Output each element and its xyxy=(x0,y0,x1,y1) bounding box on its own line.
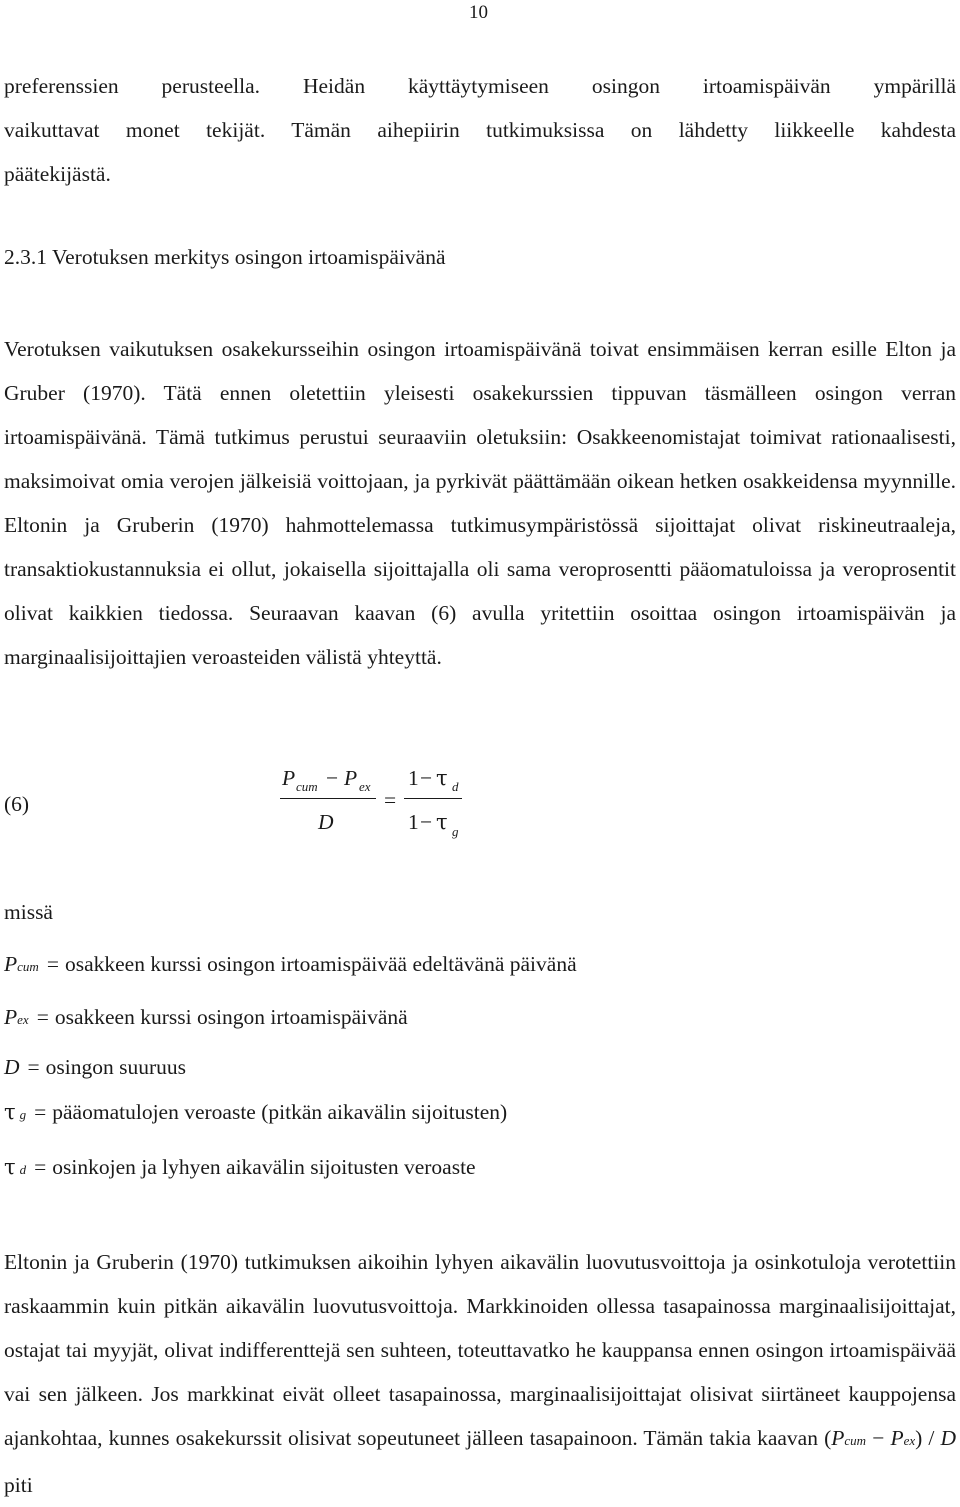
definition-equals: = xyxy=(46,952,59,976)
definition-equals: = xyxy=(34,1155,47,1179)
definition-equals: = xyxy=(34,1100,47,1124)
intro-line-2: vaikuttavat monet tekijät. Tämän aihepiirin tutkimuksissa on lähdetty liikkeelle kahdesta xyxy=(4,118,956,142)
inline-sub-ex: ex xyxy=(903,1433,916,1448)
definition-text: pääomatulojen veroaste (pitkän aikavälin sijoitusten) xyxy=(52,1100,508,1124)
definition-subscript: ex xyxy=(17,1012,29,1027)
closing-paragraph xyxy=(4,1240,956,1507)
intro-line-3: päätekijästä. xyxy=(4,162,111,186)
closing-text: Eltonin ja Gruberin (1970) tutkimuksen aikoihin lyhyen aikavälin luovutusvoittoja ja osinkotuloja verotettiin raskaammin kuin pitkän aikavälin luovutusvoittoja. Markkinoiden ollessa tasapainossa marginaalisijoittajat, ostajat tai myyjät, olivat indifferenttejä sen suhteen, toteuttavatko he kauppansa ennen osingon irtoamispäivää vai sen jälkeen. Jos markkinat eivät olleet tasapainossa, marginaalisijoittajat olisivat siirtäneet kauppojensa ajankohtaa, kunnes osakekurssit olisivat sopeutuneet jälleen tasapainoon. Tämän takia kaavan xyxy=(4,1250,956,1450)
definition-p-ex xyxy=(4,1005,408,1030)
inline-d: D xyxy=(940,1426,957,1450)
formula-tau-den: τ xyxy=(436,810,448,834)
closing-tail: piti xyxy=(4,1473,33,1497)
definition-text: osinkojen ja lyhyen aikavälin sijoitusten veroaste xyxy=(52,1155,476,1179)
definition-symbol: P xyxy=(4,952,18,976)
definition-p-cum xyxy=(4,952,577,977)
formula-p-cum: P xyxy=(282,766,296,790)
formula-sub-cum: cum xyxy=(296,779,318,794)
page-number: 10 xyxy=(469,2,488,23)
definition-tau-d xyxy=(4,1155,476,1180)
definition-equals: = xyxy=(36,1005,49,1029)
formula-sub-g: g xyxy=(452,824,459,839)
definition-symbol: τ xyxy=(4,1100,16,1124)
definition-symbol: P xyxy=(4,1005,18,1029)
inline-sub-cum: cum xyxy=(844,1433,867,1448)
definition-subscript: cum xyxy=(17,959,39,974)
definition-symbol: D xyxy=(4,1055,20,1079)
definition-text: osakkeen kurssi osingon irtoamispäivänä xyxy=(54,1005,408,1029)
equation-label: (6) xyxy=(4,792,30,816)
formula-one-num: 1 xyxy=(408,766,419,790)
definition-subscript: g xyxy=(19,1107,27,1122)
inline-close-div: ) / xyxy=(915,1426,935,1450)
definition-text: osakkeen kurssi osingon irtoamispäivää edeltävänä päivänä xyxy=(64,952,577,976)
formula-minus-den: − xyxy=(420,810,433,834)
fraction-bar-right xyxy=(404,798,462,799)
definition-tau-g xyxy=(4,1100,507,1125)
formula-sub-ex: ex xyxy=(359,779,371,794)
fraction-bar-left xyxy=(280,798,376,799)
formula-p-ex: P xyxy=(344,766,358,790)
definition-subscript: d xyxy=(19,1162,27,1177)
formula-one-den: 1 xyxy=(408,810,419,834)
formula-minus: − xyxy=(326,766,339,790)
inline-minus: − xyxy=(872,1426,885,1450)
definition-d xyxy=(4,1055,186,1080)
dividend-formula xyxy=(280,766,480,846)
definition-equals: = xyxy=(27,1055,40,1079)
inline-p-cum: P xyxy=(831,1426,845,1450)
definition-symbol: τ xyxy=(4,1155,16,1179)
formula-equals: = xyxy=(384,788,397,812)
definitions-intro: missä xyxy=(4,900,53,924)
body-paragraph: Verotuksen vaikutuksen osakekursseihin osingon irtoamispäivänä toivat ensimmäisen kerran esille Elton ja Gruber (1970). Tätä ennen oletettiin yleisesti osakekurssien tippuvan täsmälleen osingon verran irtoamispäivänä. Tämä tutkimus perustui seuraaviin oletuksiin: Osakkeenomistajat toimivat rationaalisesti, maksimoivat omia verojen jälkeisiä voittojaan, ja pyrkivät päättämään oikean hetken osakkeidensa myynnille. Eltonin ja Gruberin (1970) hahmottelemassa tutkimusympäristössä sijoittajat olivat riskineutraaleja, transaktiokustannuksia ei ollut, jokaisella sijoittajalla oli sama veroprosentti pääomatuloissa ja veroprosentit olivat kaikkien tiedossa. Seuraavan kaavan (6) avulla yritettiin osoittaa osingon irtoamispäivän ja marginaalisijoittajien veroasteiden välistä yhteyttä. xyxy=(4,337,956,669)
formula-minus-num: − xyxy=(420,766,433,790)
section-heading: 2.3.1 Verotuksen merkitys osingon irtoamispäivänä xyxy=(4,245,446,269)
formula-sub-d: d xyxy=(452,779,459,794)
definition-text: osingon suuruus xyxy=(45,1055,187,1079)
inline-p-ex: P xyxy=(890,1426,904,1450)
inline-open-paren: ( xyxy=(824,1426,832,1450)
inline-formula xyxy=(824,1426,956,1450)
formula-d: D xyxy=(318,810,334,834)
intro-line-1: preferenssien perusteella. Heidän käyttäytymiseen osingon irtoamispäivän ympärillä xyxy=(4,74,956,98)
formula-tau-num: τ xyxy=(436,766,448,790)
